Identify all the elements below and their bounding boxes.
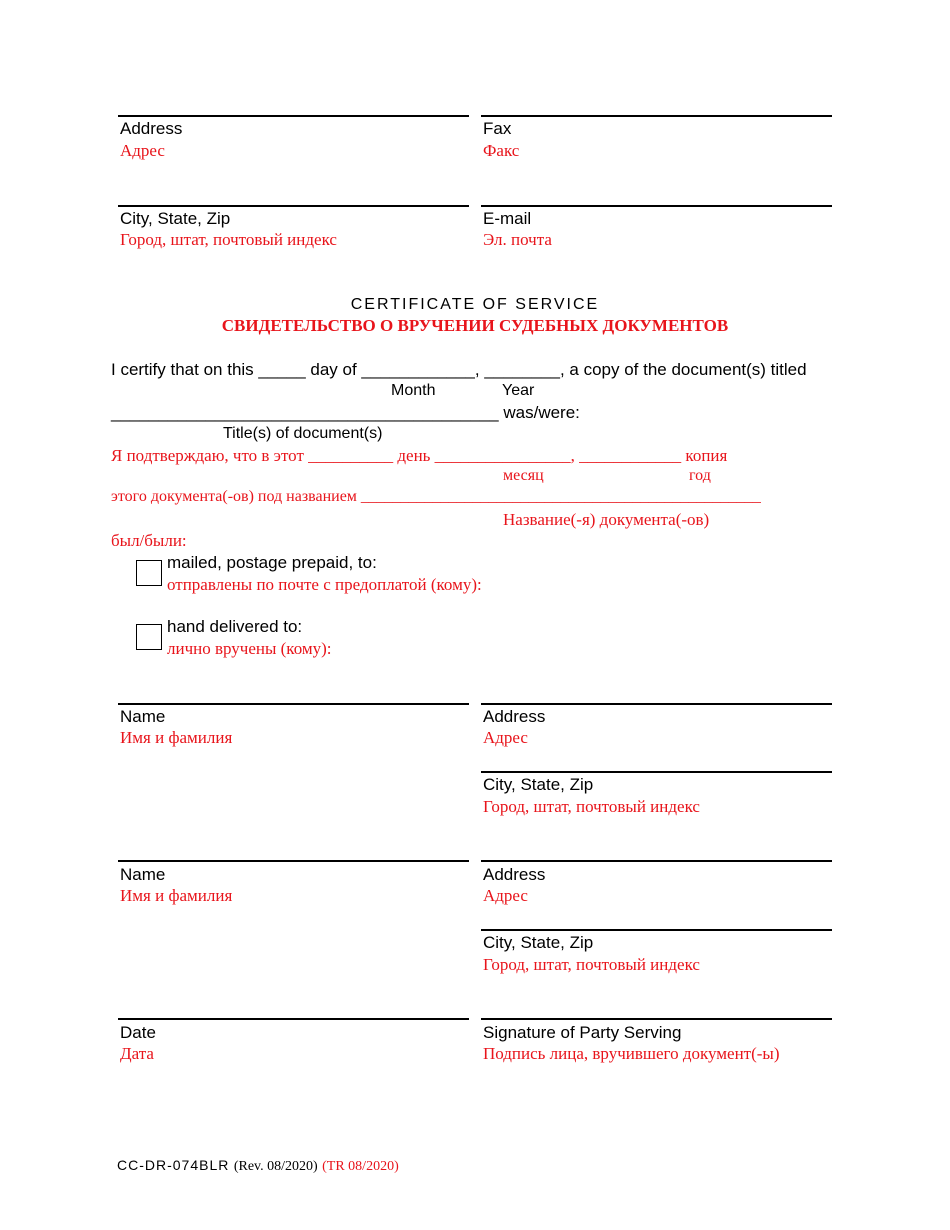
recipient2-name-line[interactable] — [118, 860, 469, 862]
year-label-ru: год — [689, 467, 711, 484]
recipient1-city-line[interactable] — [481, 771, 832, 773]
date-label-ru: Дата — [120, 1044, 154, 1063]
titles-label: Title(s) of document(s) — [223, 425, 383, 442]
address-label-ru: Адрес — [120, 141, 165, 160]
signature-line[interactable] — [481, 1018, 832, 1020]
titles-label-ru: Название(-я) документа(-ов) — [503, 510, 710, 529]
fax-line[interactable] — [481, 115, 832, 117]
form-id: CC-DR-074BLR — [117, 1157, 230, 1173]
certificate-title: CERTIFICATE OF SERVICE — [350, 296, 600, 313]
signature-label: Signature of Party Serving — [483, 1023, 682, 1042]
recipient2-address-label-ru: Адрес — [483, 886, 528, 905]
date-line[interactable] — [118, 1018, 469, 1020]
recipient1-address-label-ru: Адрес — [483, 728, 528, 747]
mailed-label: mailed, postage prepaid, to: — [167, 553, 377, 572]
recipient2-city-line[interactable] — [481, 929, 832, 931]
city-line[interactable] — [118, 205, 469, 207]
date-label: Date — [120, 1023, 156, 1042]
recipient1-address-line[interactable] — [481, 703, 832, 705]
email-label-ru: Эл. почта — [483, 230, 552, 249]
city-label: City, State, Zip — [120, 209, 231, 228]
recipient1-name-line[interactable] — [118, 703, 469, 705]
form-footer — [117, 1157, 399, 1175]
certify-statement: I certify that on this _____ day of ____________, ________, a copy of the document(s) titled — [111, 360, 807, 379]
document-title-blank[interactable]: _________________________________________ was/were: — [111, 403, 580, 422]
recipient2-name-label-ru: Имя и фамилия — [120, 886, 233, 905]
was-were-ru: был/были: — [111, 531, 187, 550]
address-label: Address — [120, 119, 183, 138]
recipient2-address-label: Address — [483, 865, 546, 884]
translation-revision: (TR 08/2020) — [322, 1159, 399, 1174]
mailed-label-ru: отправлены по почте с предоплатой (кому): — [167, 575, 482, 594]
mailed-checkbox[interactable] — [136, 560, 162, 586]
recipient1-address-label: Address — [483, 707, 546, 726]
email-label: E-mail — [483, 209, 532, 228]
recipient2-city-label-ru: Город, штат, почтовый индекс — [483, 955, 700, 974]
recipient1-name-label-ru: Имя и фамилия — [120, 728, 233, 747]
fax-label: Fax — [483, 119, 512, 138]
signature-label-ru: Подпись лица, вручившего документ(-ы) — [483, 1044, 780, 1063]
document-title-blank-ru[interactable]: этого документа(-ов) под названием __________________________________________________ — [111, 488, 761, 505]
form-revision: (Rev. 08/2020) — [233, 1159, 318, 1174]
month-label: Month — [391, 382, 436, 399]
month-label-ru: месяц — [503, 467, 544, 484]
hand-delivered-label-ru: лично вручены (кому): — [167, 639, 332, 658]
hand-delivered-label: hand delivered to: — [167, 617, 303, 636]
recipient2-address-line[interactable] — [481, 860, 832, 862]
fax-label-ru: Факс — [483, 141, 520, 160]
email-line[interactable] — [481, 205, 832, 207]
hand-delivered-checkbox[interactable] — [136, 624, 162, 650]
recipient1-city-label: City, State, Zip — [483, 775, 594, 794]
city-label-ru: Город, штат, почтовый индекс — [120, 230, 337, 249]
year-label: Year — [502, 382, 535, 399]
recipient2-name-label: Name — [120, 865, 166, 884]
recipient1-city-label-ru: Город, штат, почтовый индекс — [483, 797, 700, 816]
recipient1-name-label: Name — [120, 707, 166, 726]
recipient2-city-label: City, State, Zip — [483, 933, 594, 952]
certify-statement-ru: Я подтверждаю, что в этот __________ день ________________, ____________ копия — [111, 446, 728, 465]
address-line[interactable] — [118, 115, 469, 117]
certificate-title-ru: СВИДЕТЕЛЬСТВО О ВРУЧЕНИИ СУДЕБНЫХ ДОКУМЕНТОВ — [221, 316, 729, 335]
